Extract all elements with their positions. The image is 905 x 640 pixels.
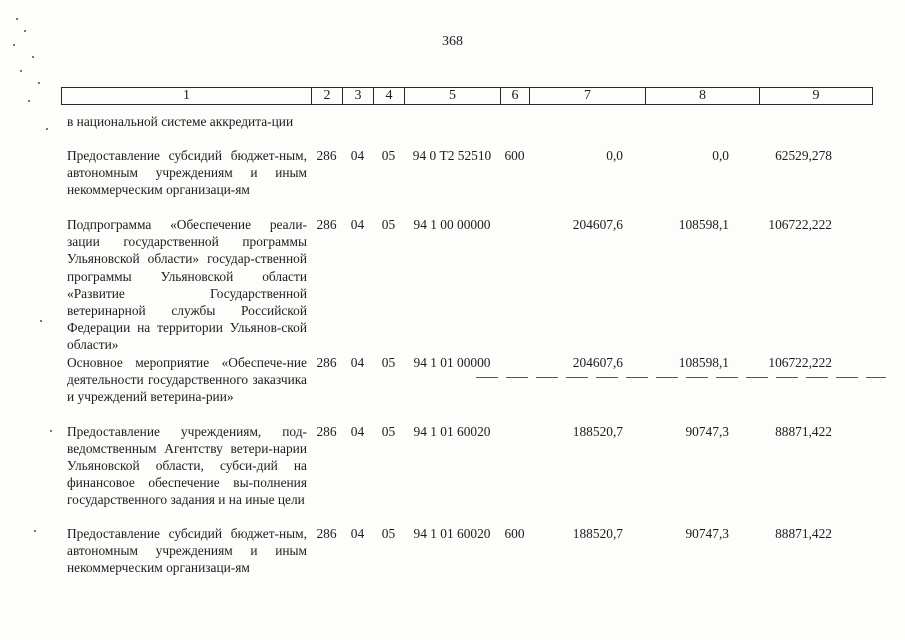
col-header-2: 2 — [312, 88, 343, 105]
table-row — [61, 216, 872, 354]
target-article-code: 94 0 Т2 52510 — [412, 148, 492, 163]
row-name: Предоставление субсидий бюджет-ным, автономным учреждениям и иным некоммерческим организаци-ям — [67, 148, 307, 198]
col-header-9: 9 — [760, 88, 873, 105]
grbs-code: 286 — [316, 217, 337, 232]
budget-table — [61, 113, 872, 599]
value-col-9 — [759, 113, 872, 147]
scan-noise — [10, 10, 60, 630]
page-number: 368 — [442, 34, 463, 49]
target-article-code: 94 1 01 60020 — [413, 525, 491, 541]
value-col-7: 204607,6 — [572, 217, 623, 232]
value-col-7 — [529, 113, 645, 147]
col-header-1: 1 — [62, 88, 312, 105]
grbs-code: 286 — [316, 354, 337, 370]
section-code: 04 — [350, 354, 365, 370]
expense-type-code — [500, 423, 529, 525]
col-header-4: 4 — [374, 88, 405, 105]
col-header-7: 7 — [530, 88, 646, 105]
target-article-code — [404, 113, 500, 147]
subsection-code: 05 — [381, 217, 396, 232]
grbs-code: 286 — [316, 525, 337, 541]
col-header-8: 8 — [646, 88, 760, 105]
expense-type-code — [500, 216, 529, 354]
value-col-8 — [645, 113, 759, 147]
row-name: Предоставление субсидий бюджет-ным, автономным учреждениям и иным некоммерческим организаци-ям — [67, 525, 307, 576]
target-article-code: 94 1 01 60020 — [413, 423, 491, 439]
section-code: 04 — [350, 148, 365, 163]
table-row — [61, 113, 872, 147]
value-col-9: 106722,222 — [768, 354, 832, 370]
value-col-7: 204607,6 — [572, 354, 623, 370]
expense-type-code: 600 — [504, 525, 525, 541]
table-row — [61, 423, 872, 525]
subsection-code: 05 — [381, 148, 396, 163]
value-col-9: 88871,422 — [775, 423, 832, 439]
subsection-code: 05 — [381, 525, 396, 541]
expense-type-code — [500, 354, 529, 423]
grbs-code: 286 — [316, 423, 337, 439]
row-name: Подпрограмма «Обеспечение реали-зации государственной программы Ульяновской области» государ-ственной программы Ульяновской области «Развитие Государственной ветеринарной службы Российской Федерации на территории Ульянов-ской области» — [67, 217, 307, 353]
value-col-7: 0,0 — [606, 148, 623, 163]
header-row — [62, 88, 873, 105]
row-name: Предоставление учреждениям, под-ведомственным Агентству ветери-нарии Ульяновской области, субси-дий на финансовое обеспечение вы-полнения государственного задания и на иные цели — [67, 423, 307, 508]
row-name: в национальной системе аккредита-ции — [67, 114, 294, 129]
section-code: 04 — [350, 525, 365, 541]
value-col-8: 90747,3 — [685, 423, 729, 439]
column-number-header — [61, 87, 873, 105]
col-header-6: 6 — [501, 88, 530, 105]
value-col-8: 90747,3 — [685, 525, 729, 541]
row-separator-line — [476, 377, 886, 378]
value-col-8: 0,0 — [712, 148, 729, 163]
col-header-3: 3 — [343, 88, 374, 105]
subsection-code — [373, 113, 404, 147]
grbs-code — [311, 113, 342, 147]
value-col-7: 188520,7 — [572, 423, 623, 439]
expense-type-code — [500, 113, 529, 147]
subsection-code: 05 — [381, 354, 396, 370]
target-article-code: 94 1 01 00000 — [413, 354, 491, 370]
value-col-9: 88871,422 — [775, 525, 832, 541]
table-row — [61, 525, 872, 599]
target-article-code: 94 1 00 00000 — [413, 217, 491, 232]
section-code: 04 — [350, 217, 365, 232]
value-col-9: 106722,222 — [768, 217, 832, 232]
table-row — [61, 147, 872, 216]
value-col-8: 108598,1 — [678, 354, 729, 370]
subsection-code: 05 — [381, 423, 396, 439]
section-code: 04 — [350, 423, 365, 439]
value-col-9: 62529,278 — [775, 148, 832, 163]
value-col-8: 108598,1 — [678, 217, 729, 232]
value-col-7: 188520,7 — [572, 525, 623, 541]
row-name: Основное мероприятие «Обеспече-ние деятельности государственного заказчика и учреждений ветерина-рии» — [67, 354, 307, 405]
section-code — [342, 113, 373, 147]
expense-type-code: 600 — [504, 148, 525, 163]
table-row — [61, 354, 872, 423]
grbs-code: 286 — [316, 148, 337, 163]
col-header-5: 5 — [405, 88, 501, 105]
